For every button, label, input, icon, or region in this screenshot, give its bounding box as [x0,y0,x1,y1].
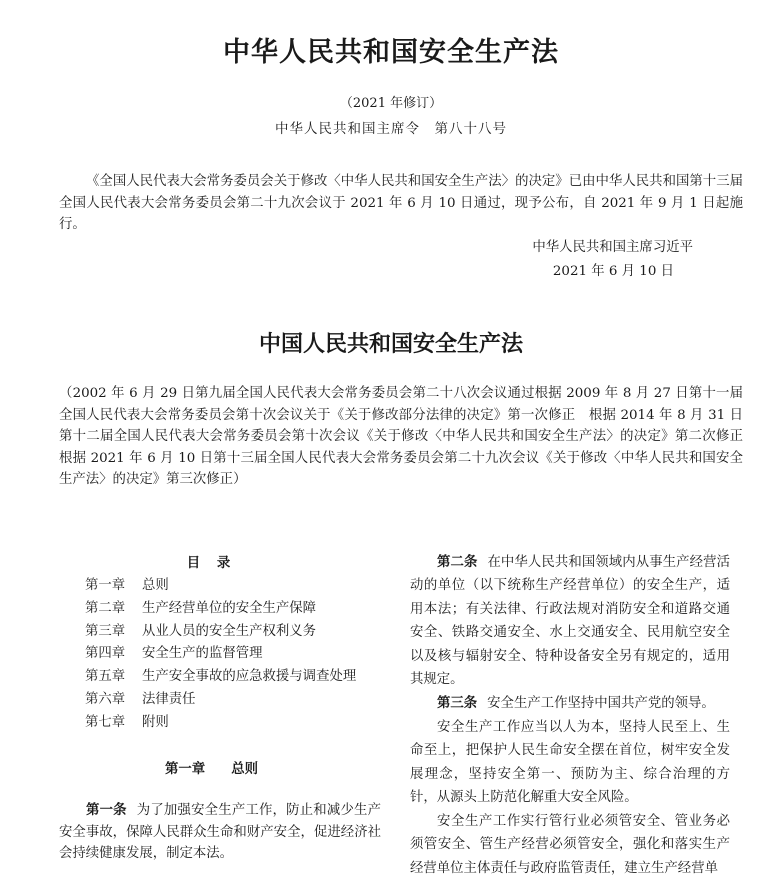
law-title: 中国人民共和国安全生产法 [258,332,523,357]
toc-item-label: 从业人员的安全生产权利义务 [142,623,317,639]
toc-item-label: 生产经营单位的安全生产保障 [142,600,317,616]
toc-item-number: 第一章 [85,578,126,593]
amendment-history: （2002 年 6 月 29 日第九届全国人民代表大会常务委员会第二十八次会议通过根据 2009 年 8 月 27 日第十一届全国人民代表大会常务委员会第十次会议关于《关于修改部分法律的决定》第一次修正 根据 2014 年 8 月 31 日第十二届全国人民代表大会常务委员会第十次会议《关于修改〈中华人民共和国安全生产法〉的决定》第二次修正 根据 2021 年 6 月 10 日第十三届全国人民代表大会常务委员会第二十九次会议《关于修改〈中华人民共和国安全生产法〉的决定》第三次修正） [59,386,757,488]
toc-item-label: 附则 [142,714,169,730]
toc-item [85,575,385,598]
signature-date: 2021 年 6 月 10 日 [552,264,674,279]
toc-item-label: 总则 [142,578,169,593]
article-label: 第一条 [86,803,127,818]
article-text: 为了加强安全生产工作，防止和减少生产安全事故，保障人民群众生命和财产安全，促进经济社会持续健康发展，制定本法。 [59,803,382,862]
toc-item-number: 第三章 [85,623,126,639]
toc-title: 目 录 [186,555,237,571]
toc-item-label: 安全生产的监督管理 [142,646,263,662]
toc-item [85,712,385,735]
presidential-order: 中华人民共和国主席令 第八十八号 [275,121,507,137]
table-of-contents [85,575,385,735]
article-text: 安全生产工作坚持中国共产党的领导。 [487,695,715,711]
toc-item-number: 第六章 [85,691,126,707]
toc-item-number: 第四章 [85,646,126,662]
toc-item [85,621,385,644]
signatory: 中华人民共和国主席习近平 [532,240,693,255]
article-3 [410,692,730,715]
chapter-heading [59,758,364,777]
toc-item-number: 第二章 [85,600,126,616]
toc-item [85,666,385,689]
toc-item-number: 第五章 [85,669,126,685]
article-3-paragraph-3: 安全生产工作实行管行业必须管安全、管业务必须管安全、管生产经营必须管安全，强化和落实生产经营单位主体责任与政府监管责任，建立生产经营单 [410,813,730,876]
article-1 [59,800,381,865]
promulgation-text: 《全国人民代表大会常务委员会关于修改〈中华人民共和国安全生产法〉的决定》已由中华人民共和国第十三届全国人民代表大会常务委员会第二十九次会议于 2021 年 6 月 10 日通过，现予公布，自 2021 年 9 月 1 日起施行。 [59,174,743,233]
article-label: 第二条 [437,555,478,570]
article-3-paragraph-2: 安全生产工作应当以人为本，坚持人民至上、生命至上，把保护人民生命安全摆在首位，树牢安全发展理念，坚持安全第一、预防为主、综合治理的方针，从源头上防范化解重大安全风险。 [410,719,730,806]
article-2 [410,551,730,691]
toc-item-label: 生产安全事故的应急救援与调查处理 [142,669,357,685]
article-label: 第三条 [437,695,478,711]
right-column [410,551,730,880]
chapter-number: 第一章 [165,761,206,777]
toc-item [85,643,385,666]
article-text: 在中华人民共和国领域内从事生产经营活动的单位（以下统称生产经营单位）的安全生产，适用本法；有关法律、行政法规对消防安全和道路交通安全、铁路交通安全、水上交通安全、民用航空安全以及核与辐射安全、特种设备安全另有规定的，适用其规定。 [410,555,731,688]
chapter-name: 总则 [231,761,258,777]
document-title: 中华人民共和国安全生产法 [223,37,559,68]
toc-item [85,689,385,712]
toc-item [85,598,385,621]
toc-item-label: 法律责任 [142,691,196,707]
edition-note: （2021 年修订） [339,96,443,111]
toc-item-number: 第七章 [85,714,126,730]
